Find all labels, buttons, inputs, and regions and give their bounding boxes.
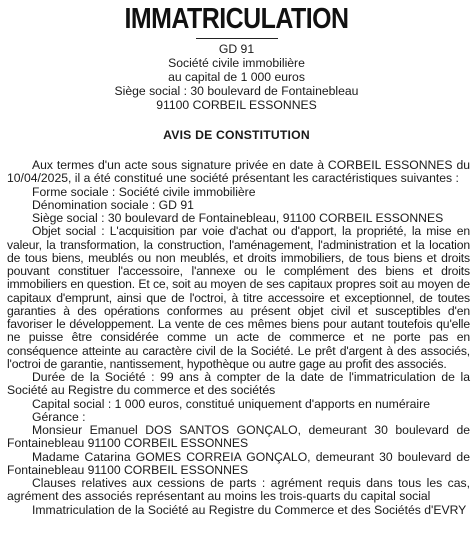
manager-2-paragraph: Madame Catarina GOMES CORREIA GONÇALO, demeurant 30 boulevard de Fontainebleau 91100 CORBEIL ESSONNES [7,449,470,477]
company-header [0,42,473,112]
title-divider [196,38,278,39]
legal-form-paragraph: Forme sociale : Société civile immobilière [32,184,256,199]
share-transfer-paragraph: Clauses relatives aux cessions de parts : agrément requis dans tous les cas, agrément des associés représentant au moins les trois-quarts du capital social [7,476,470,504]
company-name: GD 91 [218,42,255,56]
corporate-purpose-paragraph: Objet social : L'acquisition par voie d'achat ou d'apport, la propriété, la mise en valeur, la transformation, la construction, l'aménagement, l'administration et la location de tous biens, meublés ou non meublés, et droits immobiliers, de tous biens et droits pouvant constituer l'accessoire, l'annexe ou le complément des biens et droits immobiliers en question. Et ce, soit au moyen de ses capitaux propres soit au moyen de capitaux d'emprunt, ainsi que de l'octroi, à titre accessoire et exceptionnel, de toutes garanties à des opérations conformes au présent objet civil et susceptibles d'en favoriser le développement. La vente de ces mêmes biens pour autant toutefois qu'elle ne puisse être considérée comme un acte de commerce et ne porte pas en conséquence atteinte au caractère civil de la Société. Le prêt d'argent à des associés, l'octroi de garantie, nantissement, hypothèque ou autre gage au profit des associés. [7,224,470,371]
management-heading: Gérance : [32,409,86,424]
manager-1-paragraph: Monsieur Emanuel DOS SANTOS GONÇALO, demeurant 30 boulevard de Fontainebleau 91100 CORBEIL ESSONNES [7,423,470,451]
company-type: Société civile immobilière [168,56,305,70]
registered-office-paragraph: Siège social : 30 boulevard de Fontainebleau, 91100 CORBEIL ESSONNES [32,211,444,225]
duration-paragraph: Durée de la Société : 99 ans à compter de la date de l'immatriculation de la Société au Registre du commerce et des sociétés [7,370,470,398]
intro-paragraph: Aux termes d'un acte sous signature privée en date à CORBEIL ESSONNES du 10/04/2025, il a été constitué une société présentant les caractéristiques suivantes : [7,158,470,186]
registered-office: Siège social : 30 boulevard de Fontainebleau [114,84,359,98]
notice-category-title: IMMATRICULATION [124,3,349,35]
registration-paragraph: Immatriculation de la Société au Registre du Commerce et des Sociétés d'EVRY [32,502,467,517]
notice-body [7,159,470,517]
company-capital: au capital de 1 000 euros [168,70,305,84]
company-name-paragraph: Dénomination sociale : GD 91 [32,197,194,212]
notice-type-heading: AVIS DE CONSTITUTION [163,128,310,142]
share-capital-paragraph: Capital social : 1 000 euros, constitué uniquement d'apports en numéraire [32,396,430,411]
registered-city: 91100 CORBEIL ESSONNES [156,98,317,112]
